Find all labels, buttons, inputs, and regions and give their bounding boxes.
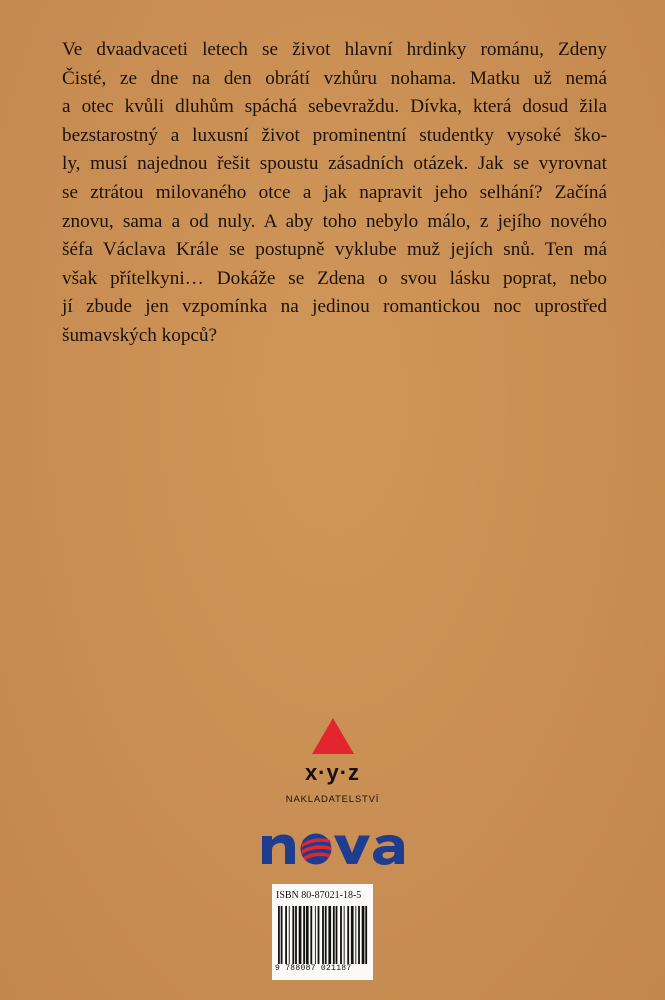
barcode-bar (340, 906, 342, 964)
blurb-line: ly, musí najednou řešit spoustu zásadních otázek. Jak se vyrovnat (62, 153, 607, 175)
publisher-logo (0, 718, 665, 805)
barcode-digits: 9 788087 021187 (275, 964, 352, 973)
barcode-bar (322, 906, 324, 964)
isbn-text: ISBN 80-87021-18-5 (276, 890, 362, 901)
barcode-bar (333, 906, 335, 964)
red-triangle-icon (312, 718, 354, 754)
barcode-label (272, 884, 373, 980)
barcode-bar (306, 906, 309, 964)
nova-globe-icon (301, 834, 332, 865)
barcode-bar (351, 906, 354, 964)
nova-letter-v (334, 836, 370, 865)
barcode-bar (285, 906, 287, 964)
blurb-line: Čisté, ze dne na den obrátí vzhůru nohama. Matku už nemá (62, 67, 607, 89)
blurb-line: jí zbude jen vzpomínka na jedinou romantickou noc uprostřed (62, 296, 607, 318)
blurb-line: bezstarostný a luxusní život prominentní studentky vysoké ško- (62, 124, 607, 146)
barcode-bar (325, 906, 327, 964)
barcode-bar (310, 906, 312, 964)
barcode-bar (328, 906, 331, 964)
blurb-line: šéfa Václava Krále se postupně vyklube muž jejích snů. Ten má (62, 239, 607, 261)
blurb-line: Ve dvaadvaceti letech se život hlavní hrdinky románu, Zdeny (62, 39, 607, 60)
nova-letter-n (262, 835, 295, 865)
nova-letter-a (373, 835, 404, 865)
nova-logo-icon (258, 822, 408, 868)
barcode-bar (365, 906, 367, 964)
publisher-imprint: NAKLADATELSTVÍ (285, 794, 380, 805)
barcode-bar (347, 906, 349, 964)
blurb-line: šumavských kopců? (62, 324, 218, 346)
barcode-bar (292, 906, 294, 964)
barcode-bar (336, 906, 338, 964)
barcode-bar (344, 906, 345, 964)
barcode-bar (318, 906, 320, 964)
barcode-bar (315, 906, 316, 964)
blurb-text (62, 36, 607, 351)
barcode-bar (281, 906, 283, 964)
blurb-line: se ztrátou milovaného otce a jak napravit jeho selhání? Začíná (62, 181, 607, 203)
barcode-bar (362, 906, 365, 964)
blurb-line: znovu, sama a od nuly. A aby toho nebylo málo, z jejího nového (62, 210, 607, 232)
barcode-bar (289, 906, 290, 964)
barcode-bar (278, 906, 280, 964)
barcode-bar (303, 906, 305, 964)
blurb-line: a otec kvůli dluhům spáchá sebevraždu. Dívka, která dosud žila (62, 96, 607, 118)
barcode-bar (299, 906, 302, 964)
barcode-bar (295, 906, 297, 964)
publisher-name: x·y·z (304, 760, 361, 785)
barcode-bar (355, 906, 356, 964)
barcode-bar (358, 906, 360, 964)
blurb-line: však přítelkyni… Dokáže se Zdena o svou lásku poprat, nebo (62, 267, 607, 289)
barcode-icon (278, 906, 368, 964)
